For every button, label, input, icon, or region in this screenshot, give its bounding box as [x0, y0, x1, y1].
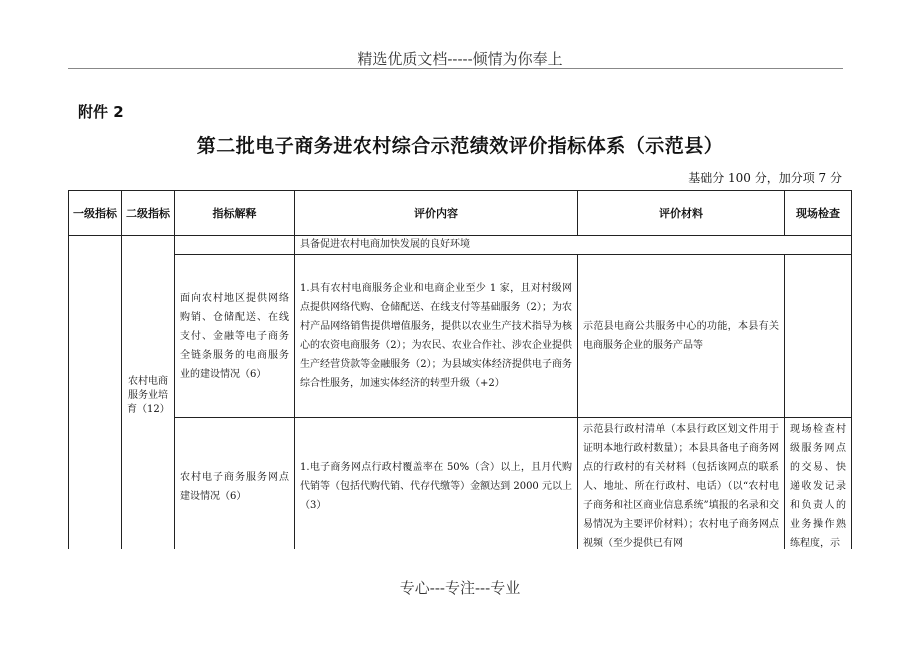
level1-cell [69, 236, 122, 550]
materials-cell: 示范县电商公共服务中心的功能，本县有关电商服务企业的服务产品等 [578, 255, 785, 418]
explanation-cell: 农村电子商务服务网点建设情况（6） [175, 418, 295, 550]
content-cell: 1.电子商务网点行政村覆盖率在 50%（含）以上，且月代购代销等（包括代购代销、代存代缴等）金额达到 2000 元以上（3） [295, 418, 578, 550]
banner-cell: 具备促进农村电商加快发展的良好环境 [295, 236, 852, 255]
header-materials: 评价材料 [578, 191, 785, 236]
header-content: 评价内容 [295, 191, 578, 236]
materials-cell: 示范县行政村清单（本县行政区划文件用于证明本地行政村数量）；本县具备电子商务网点的行政村的有关材料（包括该网点的联系人、地址、所在行政村、电话）（以“农村电子商务和社区商业信息系统”填报的名录和交易情况为主要评价材料）；农村电子商务网点视频（至少提供已有网 [578, 418, 785, 550]
explanation-cell: 面向农村地区提供网络购销、仓储配送、在线支付、金融等电子商务全链条服务的电商服务业的建设情况（6） [175, 255, 295, 418]
content-cell: 1.具有农村电商服务企业和电商企业至少 1 家，且对村级网点提供网络代购、仓储配送、在线支付等基础服务（2）；为农村产品网络销售提供增值服务，提供以农业生产技术指导为核心的农资电商服务（2）；为农民、农业合作社、涉农企业提供生产经营贷款等金融服务（2）；为县域实体经济提供电子商务综合性服务，加速实体经济的转型升级（+2） [295, 255, 578, 418]
inspection-cell [785, 255, 852, 418]
score-note: 基础分 100 分，加分项 7 分 [688, 171, 842, 185]
level2-cell: 农村电商服务业培育（12） [122, 236, 175, 550]
table-header-row [69, 191, 852, 236]
page-header: 精选优质文档-----倾情为你奉上 [357, 50, 563, 68]
document-title: 第二批电子商务进农村综合示范绩效评价指标体系（示范县） [196, 135, 724, 157]
table-row [69, 255, 852, 418]
page-footer: 专心---专注---专业 [399, 579, 521, 597]
table-row [69, 418, 852, 550]
inspection-cell: 现场检查村级服务网点的交易、快递收发记录和负责人的业务操作熟练程度，示 [785, 418, 852, 550]
indicator-table [68, 190, 852, 549]
header-level1: 一级指标 [69, 191, 122, 236]
header-explanation: 指标解释 [175, 191, 295, 236]
header-level2: 二级指标 [122, 191, 175, 236]
header-inspection: 现场检查 [785, 191, 852, 236]
banner-blank-cell [175, 236, 295, 255]
table-row [69, 236, 852, 255]
attachment-label: 附件 2 [78, 103, 124, 121]
